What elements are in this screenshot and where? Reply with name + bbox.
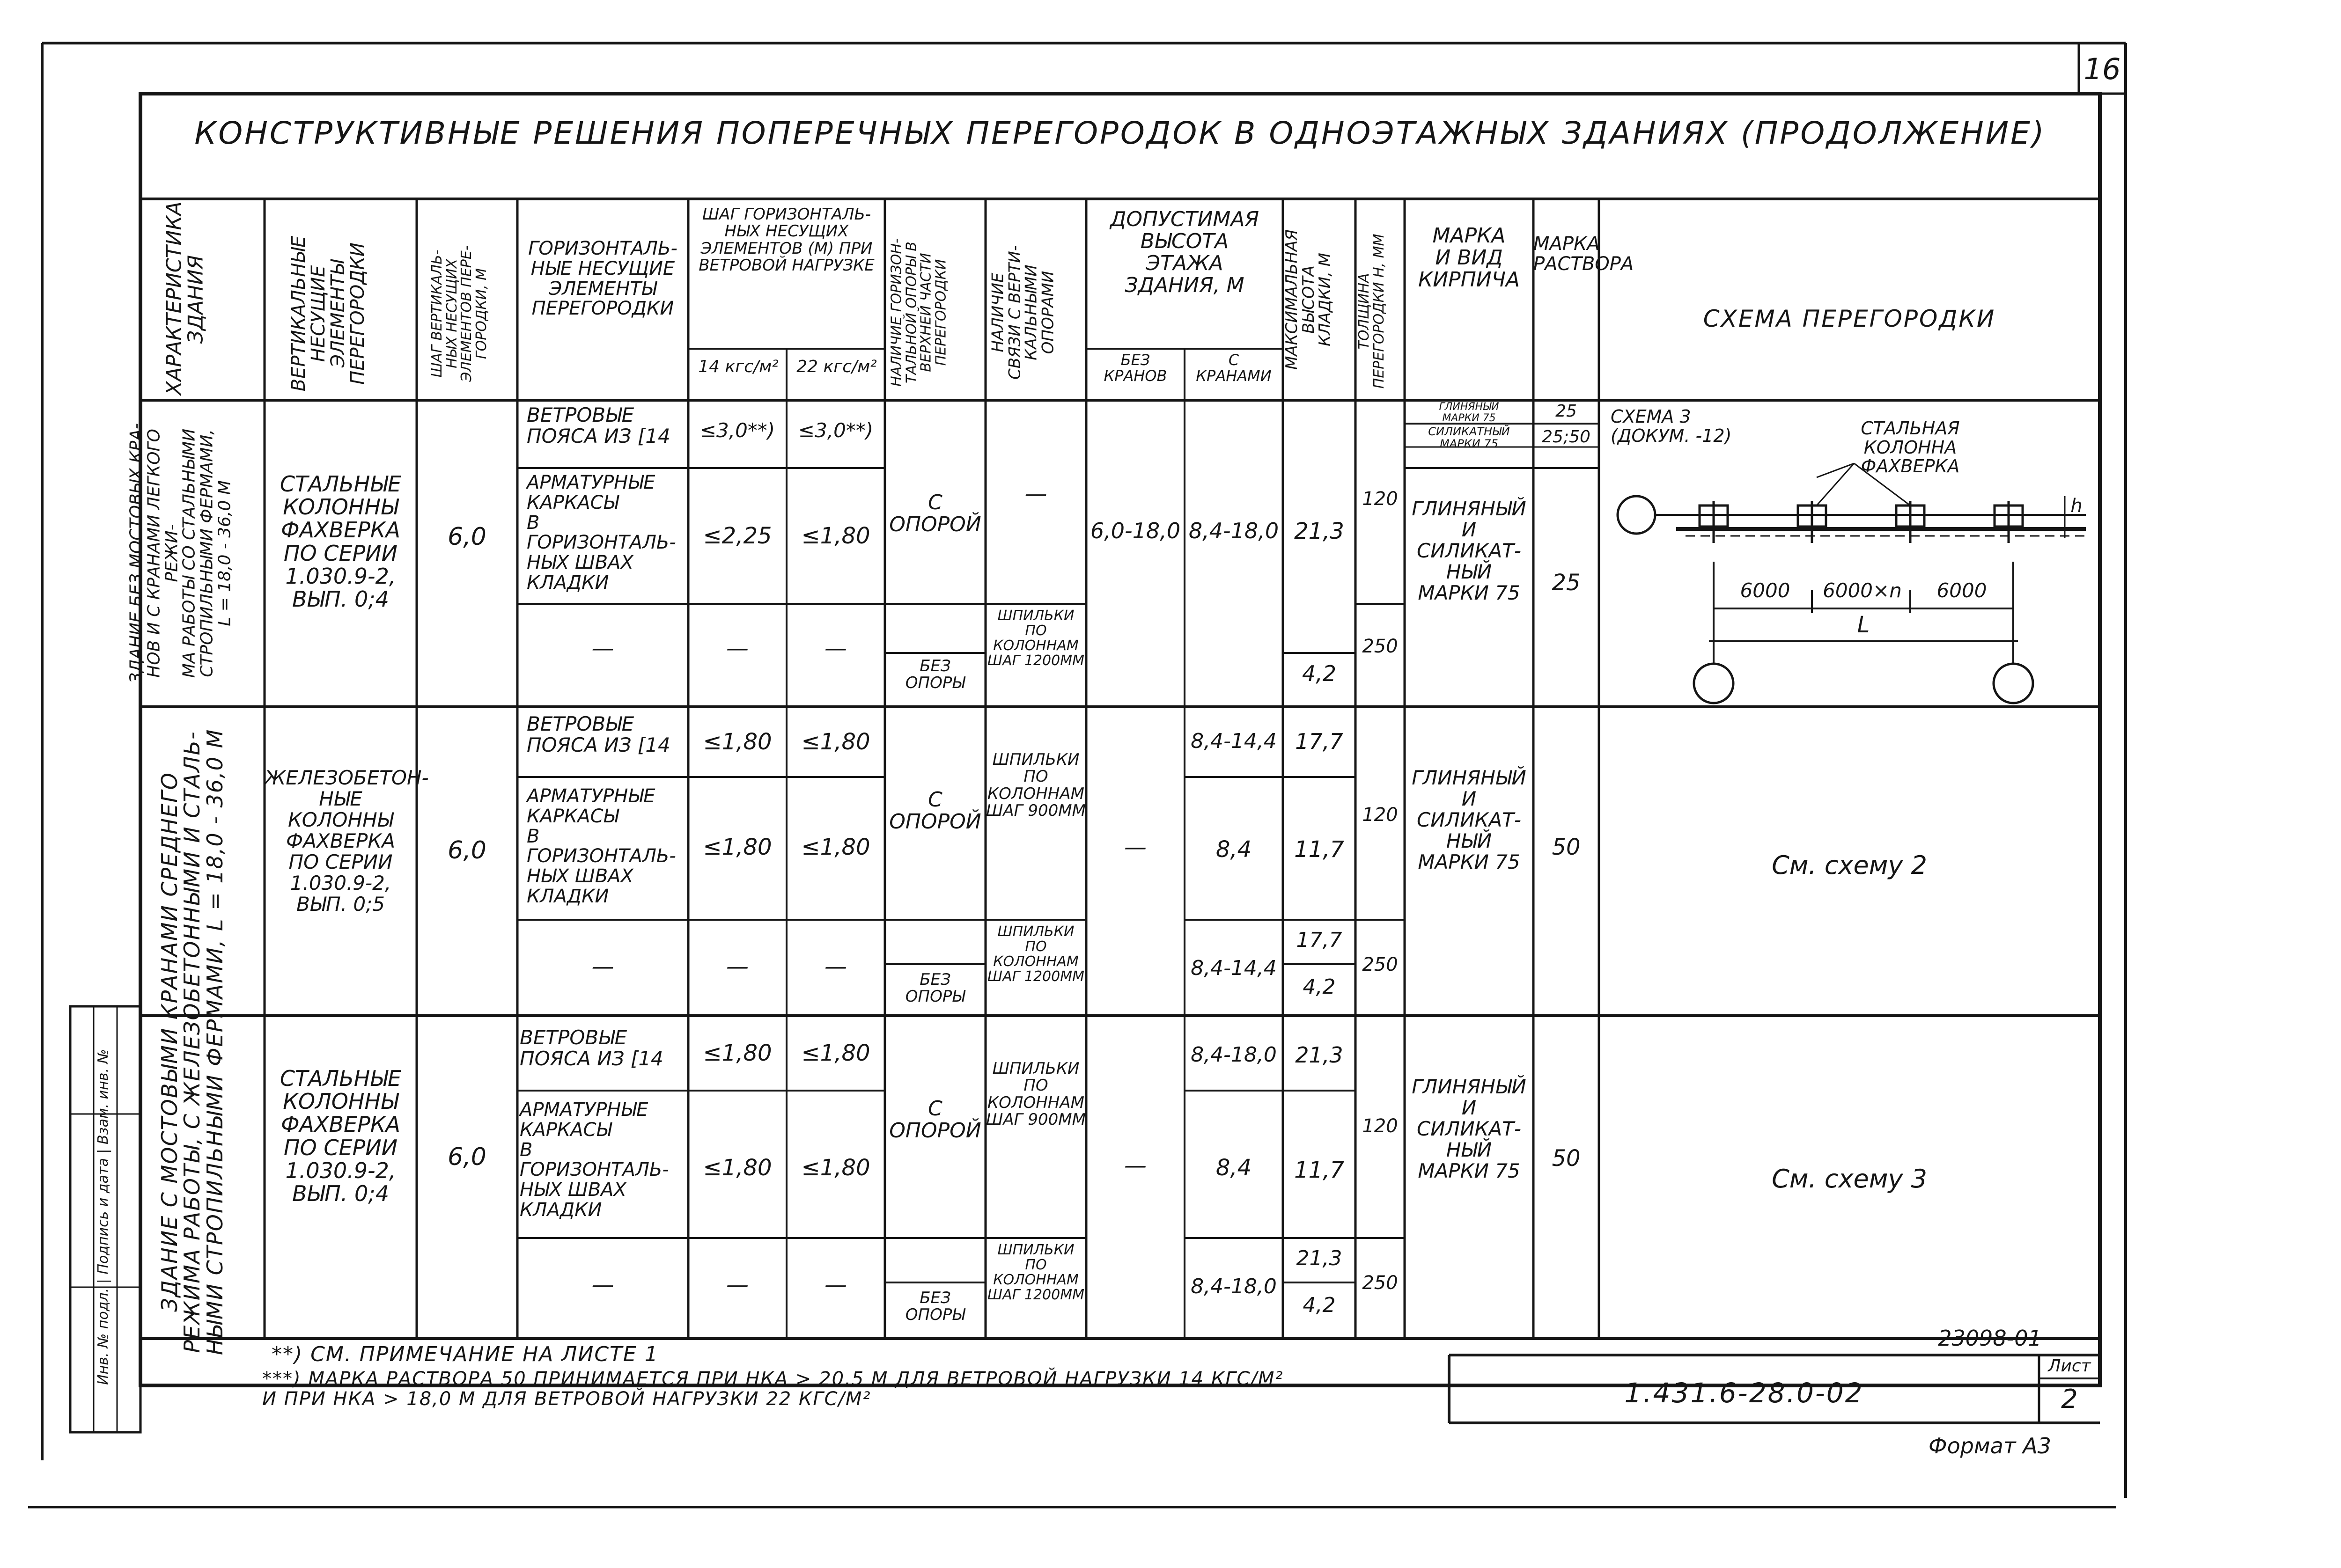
group3-support-with: С ОПОРОЙ	[889, 1097, 981, 1143]
group2-scheme: См. схему 2	[1772, 850, 1927, 880]
group3-maxheight-1: 21,3	[1295, 1042, 1343, 1068]
group2-h14-1: ≤1,80	[703, 729, 772, 755]
group3-thickness-2: 250	[1362, 1272, 1398, 1294]
group1-vstep: 6,0	[448, 523, 486, 551]
document-designation: 1.431.6-28.0-02	[1624, 1377, 1864, 1409]
group2-thickness-1: 120	[1362, 804, 1398, 826]
group2-horizontal-3: —	[591, 953, 614, 980]
group1-connection-top: —	[1024, 481, 1047, 507]
page-number: 16	[2083, 52, 2121, 86]
header-maxheight: МАКСИМАЛЬНАЯ ВЫСОТА КЛАДКИ, М	[1282, 229, 1335, 370]
group3-horizontal-1: ВЕТРОВЫЕ ПОЯСА ИЗ [14	[520, 1026, 663, 1070]
group3-h14-2: ≤1,80	[703, 1155, 772, 1181]
group2-height-no: —	[1124, 834, 1147, 860]
group1-characteristic: ЗДАНИЕ БЕЗ МОСТОВЫХ КРА- НОВ И С КРАНАМИ ЛЕГКОГО РЕЖИ- МА РАБОТЫ СО СТАЛЬНЫМИ СТРОПИЛЬНЫМИ ФЕРМАМИ, L = 18,0 - 36,0 М	[126, 423, 235, 683]
group2-vertical: ЖЕЛЕЗОБЕТОН- НЫЕ КОЛОННЫ ФАХВЕРКА ПО СЕРИИ 1.030.9-2, ВЫП. 0;5	[265, 766, 429, 916]
group2-vstep: 6,0	[448, 836, 486, 865]
group3-maxheight-4: 4,2	[1303, 1293, 1336, 1317]
header-hstep-14: 14 кгс/м²	[698, 357, 779, 376]
group1-h22-1: ≤3,0**)	[798, 419, 874, 442]
group1-support-with: С ОПОРОЙ	[889, 491, 981, 537]
group3-h14-3: —	[726, 1272, 749, 1298]
group1-mortar: 25	[1552, 570, 1581, 596]
group1-maxheight-1: 21,3	[1294, 518, 1344, 544]
inventory-number: 23098-01	[1938, 1326, 2042, 1351]
scheme-3-dim-2: 6000×n	[1823, 579, 1902, 602]
group2-height-with-1: 8,4-14,4	[1191, 729, 1277, 753]
group3-vstep: 6,0	[448, 1143, 486, 1171]
group2-height-with-2: 8,4	[1215, 836, 1252, 863]
group2-horizontal-1: ВЕТРОВЫЕ ПОЯСА ИЗ [14	[527, 712, 670, 756]
group1-horizontal-3: —	[591, 635, 614, 661]
scheme-3-h: h	[2070, 495, 2083, 517]
group3-h14-1: ≤1,80	[703, 1040, 772, 1066]
group3-horizontal-2: АРМАТУРНЫЕ КАРКАСЫ В ГОРИЗОНТАЛЬ- НЫХ ШВАХ КЛАДКИ	[520, 1099, 669, 1221]
scheme-3-title: СХЕМА 3 (ДОКУМ. -12)	[1611, 406, 1732, 446]
group2-h14-2: ≤1,80	[703, 834, 772, 860]
group2-maxheight-1: 17,7	[1295, 729, 1343, 754]
group1-h22-3: —	[825, 635, 847, 661]
group1-mortar-top-1: 25	[1555, 402, 1577, 421]
group3-height-with-1: 8,4-18,0	[1191, 1043, 1277, 1067]
group3-connection-top: ШПИЛЬКИ ПО КОЛОННАМ ШАГ 900ММ	[986, 1059, 1086, 1129]
group2-support-without: БЕЗ ОПОРЫ	[905, 970, 965, 1006]
side-stamp: Инв. № подл. | Подпись и дата | Взам. инв. №	[95, 1049, 111, 1385]
group3-height-no: —	[1124, 1152, 1147, 1179]
group2-h22-1: ≤1,80	[801, 729, 870, 755]
group1-thickness-2: 250	[1362, 636, 1398, 657]
header-connection: НАЛИЧИЕ СВЯЗИ С ВЕРТИ- КАЛЬНЫМИ ОПОРАМИ	[988, 245, 1058, 380]
group2-maxheight-4: 4,2	[1303, 975, 1336, 999]
format-label: Формат А3	[1929, 1433, 2051, 1458]
header-height-with: С КРАНАМИ	[1196, 351, 1272, 385]
group2-connection-top: ШПИЛЬКИ ПО КОЛОННАМ ШАГ 900ММ	[986, 750, 1086, 821]
group1-brick-top-1: ГЛИНЯНЫЙ МАРКИ 75	[1439, 401, 1499, 424]
note-2: ***) МАРКА РАСТВОРА 50 ПРИНИМАЕТСЯ ПРИ НКА > 20,5 М ДЛЯ ВЕТРОВОЙ НАГРУЗКИ 14 КГС/М² И ПРИ НКА > 18,0 М ДЛЯ ВЕТРОВОЙ НАГРУЗКИ 22 КГС/М²	[262, 1368, 1284, 1410]
group1-connection-bottom: ШПИЛЬКИ ПО КОЛОННАМ ШАГ 1200ММ	[987, 608, 1084, 669]
group1-brick: ГЛИНЯНЫЙ И СИЛИКАТ- НЫЙ МАРКИ 75	[1412, 497, 1526, 604]
sheet-label: Лист	[2048, 1356, 2091, 1376]
group3-brick: ГЛИНЯНЫЙ И СИЛИКАТ- НЫЙ МАРКИ 75	[1412, 1075, 1526, 1182]
group1-h14-2: ≤2,25	[703, 523, 772, 549]
group2-h14-3: —	[726, 953, 749, 980]
header-hstep: ШАГ ГОРИЗОНТАЛЬ- НЫХ НЕСУЩИХ ЭЛЕМЕНТОВ (М) ПРИ ВЕТРОВОЙ НАГРУЗКЕ	[699, 205, 875, 275]
group3-connection-bottom: ШПИЛЬКИ ПО КОЛОННАМ ШАГ 1200ММ	[987, 1242, 1084, 1304]
group2-mortar: 50	[1552, 834, 1581, 860]
header-brick: МАРКА И ВИД КИРПИЧА	[1418, 224, 1520, 292]
group1-height-with: 8,4-18,0	[1188, 518, 1279, 543]
header-mortar: МАРКА РАСТВОРА	[1533, 233, 1634, 275]
group3-scheme: См. схему 3	[1772, 1164, 1927, 1194]
group2-height-with-3: 8,4-14,4	[1191, 956, 1277, 980]
group1-h14-3: —	[726, 635, 749, 661]
group3-height-with-2: 8,4	[1215, 1155, 1252, 1181]
group2-h22-3: —	[825, 953, 847, 980]
scheme-3-dim-1: 6000	[1740, 579, 1790, 602]
group2-brick: ГЛИНЯНЫЙ И СИЛИКАТ- НЫЙ МАРКИ 75	[1412, 766, 1526, 873]
group1-maxheight-2: 4,2	[1302, 661, 1337, 686]
group1-h22-2: ≤1,80	[801, 523, 870, 549]
group1-vertical: СТАЛЬНЫЕ КОЛОННЫ ФАХВЕРКА ПО СЕРИИ 1.030.9-2, ВЫП. 0;4	[280, 471, 402, 612]
header-horizontal: ГОРИЗОНТАЛЬ- НЫЕ НЕСУЩИЕ ЭЛЕМЕНТЫ ПЕРЕГОРОДКИ	[528, 238, 677, 320]
group2-maxheight-2: 11,7	[1294, 836, 1344, 863]
group3-thickness-1: 120	[1362, 1115, 1398, 1137]
sheet-number: 2	[2061, 1384, 2078, 1414]
group1-horizontal-1: ВЕТРОВЫЕ ПОЯСА ИЗ [14	[527, 403, 670, 447]
group3-h22-2: ≤1,80	[801, 1155, 870, 1181]
header-vertical: ВЕРТИКАЛЬНЫЕ НЕСУЩИЕ ЭЛЕМЕНТЫ ПЕРЕГОРОДКИ	[288, 235, 368, 392]
header-height: ДОПУСТИМАЯ ВЫСОТА ЭТАЖА ЗДАНИЯ, М	[1110, 207, 1259, 298]
group2-h22-2: ≤1,80	[801, 834, 870, 860]
group2-horizontal-2: АРМАТУРНЫЕ КАРКАСЫ В ГОРИЗОНТАЛЬ- НЫХ ШВАХ КЛАДКИ	[527, 785, 676, 907]
group2-support-with: С ОПОРОЙ	[889, 788, 981, 834]
group3-support-without: БЕЗ ОПОРЫ	[905, 1289, 965, 1325]
group3-vertical: СТАЛЬНЫЕ КОЛОННЫ ФАХВЕРКА ПО СЕРИИ 1.030.9-2, ВЫП. 0;4	[280, 1066, 402, 1207]
header-vstep: ШАГ ВЕРТИКАЛЬ- НЫХ НЕСУЩИХ ЭЛЕМЕНТОВ ПЕРЕ- ГОРОДКИ, М	[429, 245, 490, 382]
group2-thickness-2: 250	[1362, 954, 1398, 975]
group1-h14-1: ≤3,0**)	[699, 419, 775, 442]
group3-h22-3: —	[825, 1272, 847, 1298]
group3-horizontal-3: —	[591, 1272, 614, 1298]
group1-brick-top-2: СИЛИКАТНЫЙ МАРКИ 75	[1428, 425, 1510, 450]
group2-connection-bottom: ШПИЛЬКИ ПО КОЛОННАМ ШАГ 1200ММ	[987, 923, 1084, 985]
header-thickness: ТОЛЩИНА ПЕРЕГОРОДКИ H, ММ	[1356, 234, 1387, 389]
scheme-3-label: СТАЛЬНАЯ КОЛОННА ФАХВЕРКА	[1861, 418, 1960, 477]
page-title: КОНСТРУКТИВНЫЕ РЕШЕНИЯ ПОПЕРЕЧНЫХ ПЕРЕГОРОДОК В ОДНОЭТАЖНЫХ ЗДАНИЯХ (ПРОДОЛЖЕНИЕ)	[194, 115, 2046, 151]
group1-support-without: БЕЗ ОПОРЫ	[905, 657, 965, 693]
group1-mortar-top-2: 25;50	[1542, 427, 1590, 447]
header-scheme: СХЕМА ПЕРЕГОРОДКИ	[1703, 305, 1996, 332]
group3-h22-1: ≤1,80	[801, 1040, 870, 1066]
group2-maxheight-3: 17,7	[1296, 928, 1342, 952]
group2-3-characteristic: ЗДАНИЕ С МОСТОВЫМИ КРАНАМИ СРЕДНЕГО РЕЖИМА РАБОТЫ, С ЖЕЛЕЗОБЕТОННЫМИ И СТАЛЬ- НЫМИ СТРОПИЛЬНЫМИ ФЕРМАМИ, L = 18,0 - 36,0 М	[157, 728, 228, 1356]
note-1: **) СМ. ПРИМЕЧАНИЕ НА ЛИСТЕ 1	[272, 1342, 659, 1366]
group3-maxheight-2: 11,7	[1294, 1157, 1344, 1183]
header-height-no: БЕЗ КРАНОВ	[1104, 351, 1167, 385]
scheme-3-dim-3: 6000	[1936, 579, 1987, 602]
group1-height-no: 6,0-18,0	[1090, 518, 1181, 543]
group3-mortar: 50	[1552, 1145, 1581, 1172]
scheme-3-span: L	[1857, 612, 1870, 638]
group1-horizontal-2: АРМАТУРНЫЕ КАРКАСЫ В ГОРИЗОНТАЛЬ- НЫХ ШВАХ КЛАДКИ	[527, 472, 676, 593]
group3-maxheight-3: 21,3	[1296, 1246, 1342, 1270]
group3-height-with-3: 8,4-18,0	[1191, 1275, 1277, 1298]
header-hstep-22: 22 кгс/м²	[796, 357, 877, 376]
group1-thickness-1: 120	[1362, 488, 1398, 510]
header-characteristic: ХАРАКТЕРИСТИКА ЗДАНИЯ	[162, 201, 208, 396]
header-support: НАЛИЧИЕ ГОРИЗОН- ТАЛЬНОЙ ОПОРЫ В ВЕРХНЕЙ ЧАСТИ ПЕРЕГОРОДКИ	[888, 238, 949, 387]
